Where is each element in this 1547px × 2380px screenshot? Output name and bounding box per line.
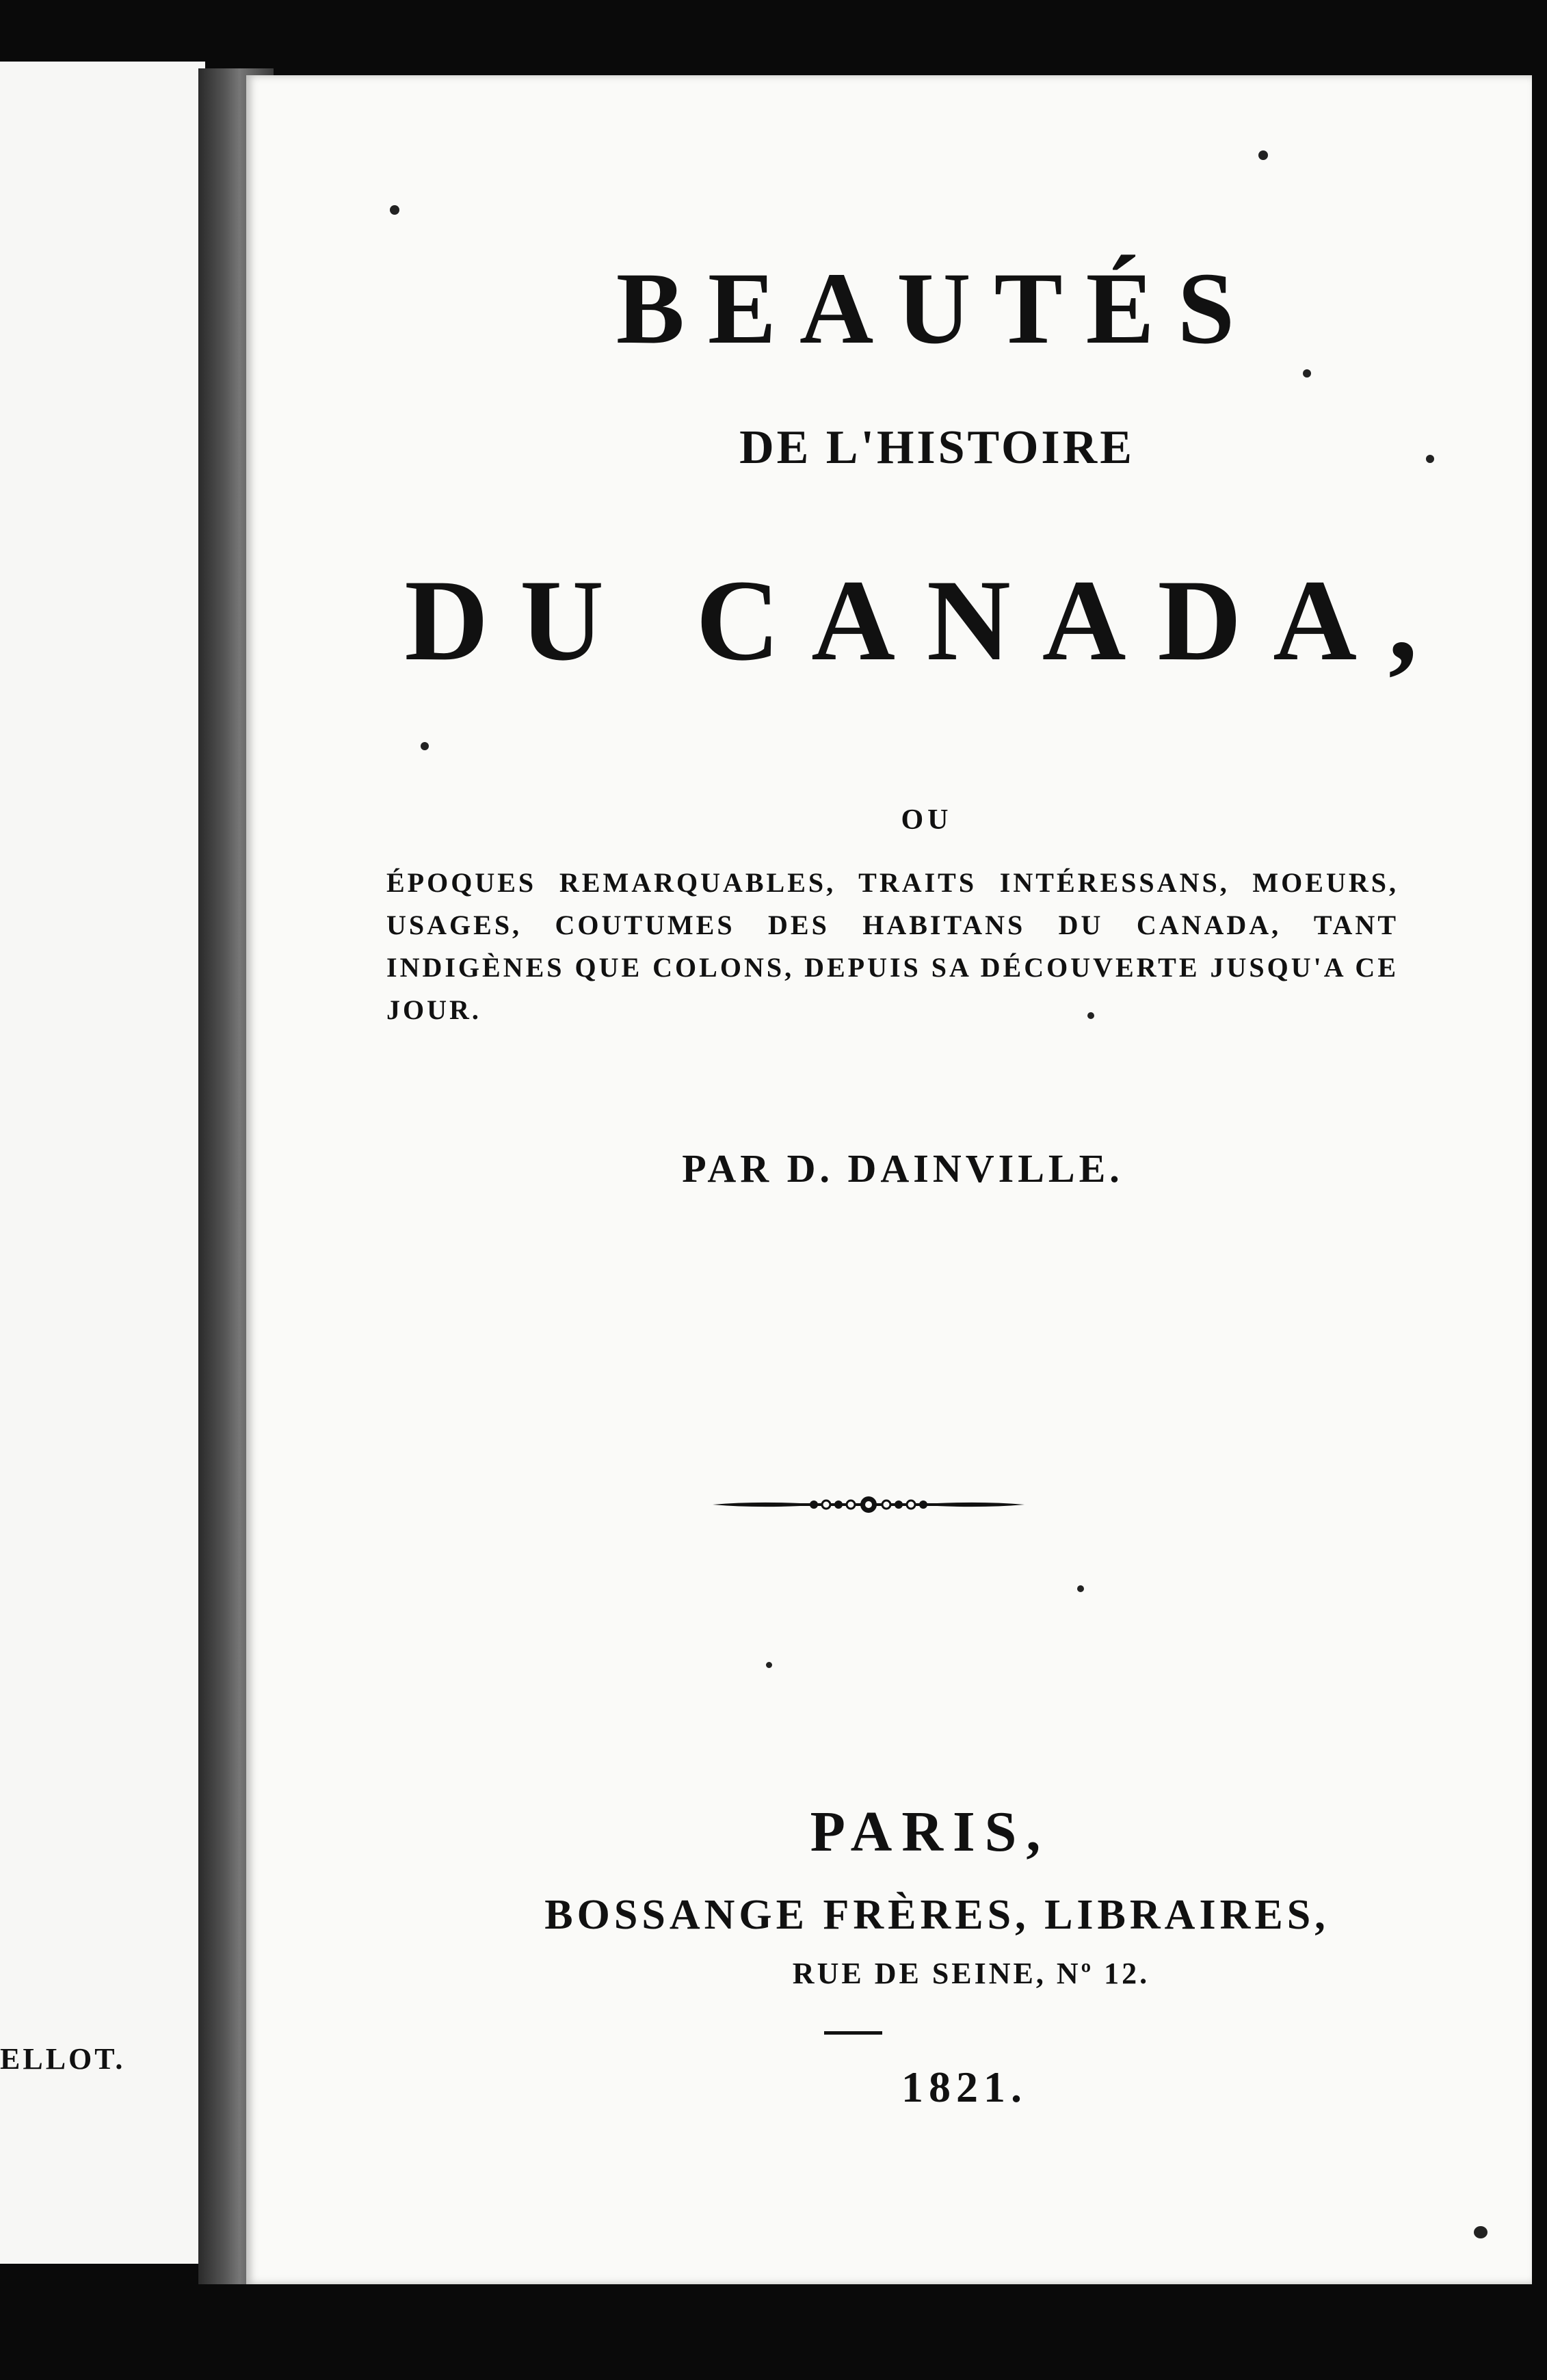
author-line: PAR D. DAINVILLE. [682,1146,1124,1191]
paper-speck [1258,150,1268,160]
subtitle: ÉPOQUES REMARQUABLES, TRAITS INTÉRESSANS, MOEURS, USAGES, COUTUMES DES HABITANS DU CANADA, TANT INDIGÈNES QUE COLONS, DEPUIS SA DÉCOUVERTE JUSQU'A CE JOUR. [386,867,1399,1025]
paper-speck [1426,455,1434,463]
paper-speck [390,205,399,215]
paper-speck [1474,2226,1488,2238]
ornament-divider [711,1494,1026,1515]
publication-city: PARIS, [810,1800,1050,1864]
paper-speck [1303,369,1311,378]
short-rule [824,2031,882,2035]
title-line-1: BEAUTÉS [616,252,1258,365]
paper-speck [1087,1012,1094,1019]
paper-speck [421,742,429,750]
title-page [246,75,1532,2284]
paper-speck [766,1662,772,1668]
title-line-2: DE L'HISTOIRE [739,421,1135,474]
publisher: BOSSANGE FRÈRES, LIBRAIRES, [544,1892,1330,1938]
left-page [0,62,205,2264]
publisher-address: RUE DE SEINE, Nº 12. [792,1957,1150,1990]
title-line-3: DU CANADA, [404,556,1449,685]
publication-year: 1821. [901,2063,1027,2111]
left-page-fragment: ELLOT. [0,2042,126,2076]
conjunction: OU [901,804,953,836]
paper-speck [1077,1585,1084,1592]
